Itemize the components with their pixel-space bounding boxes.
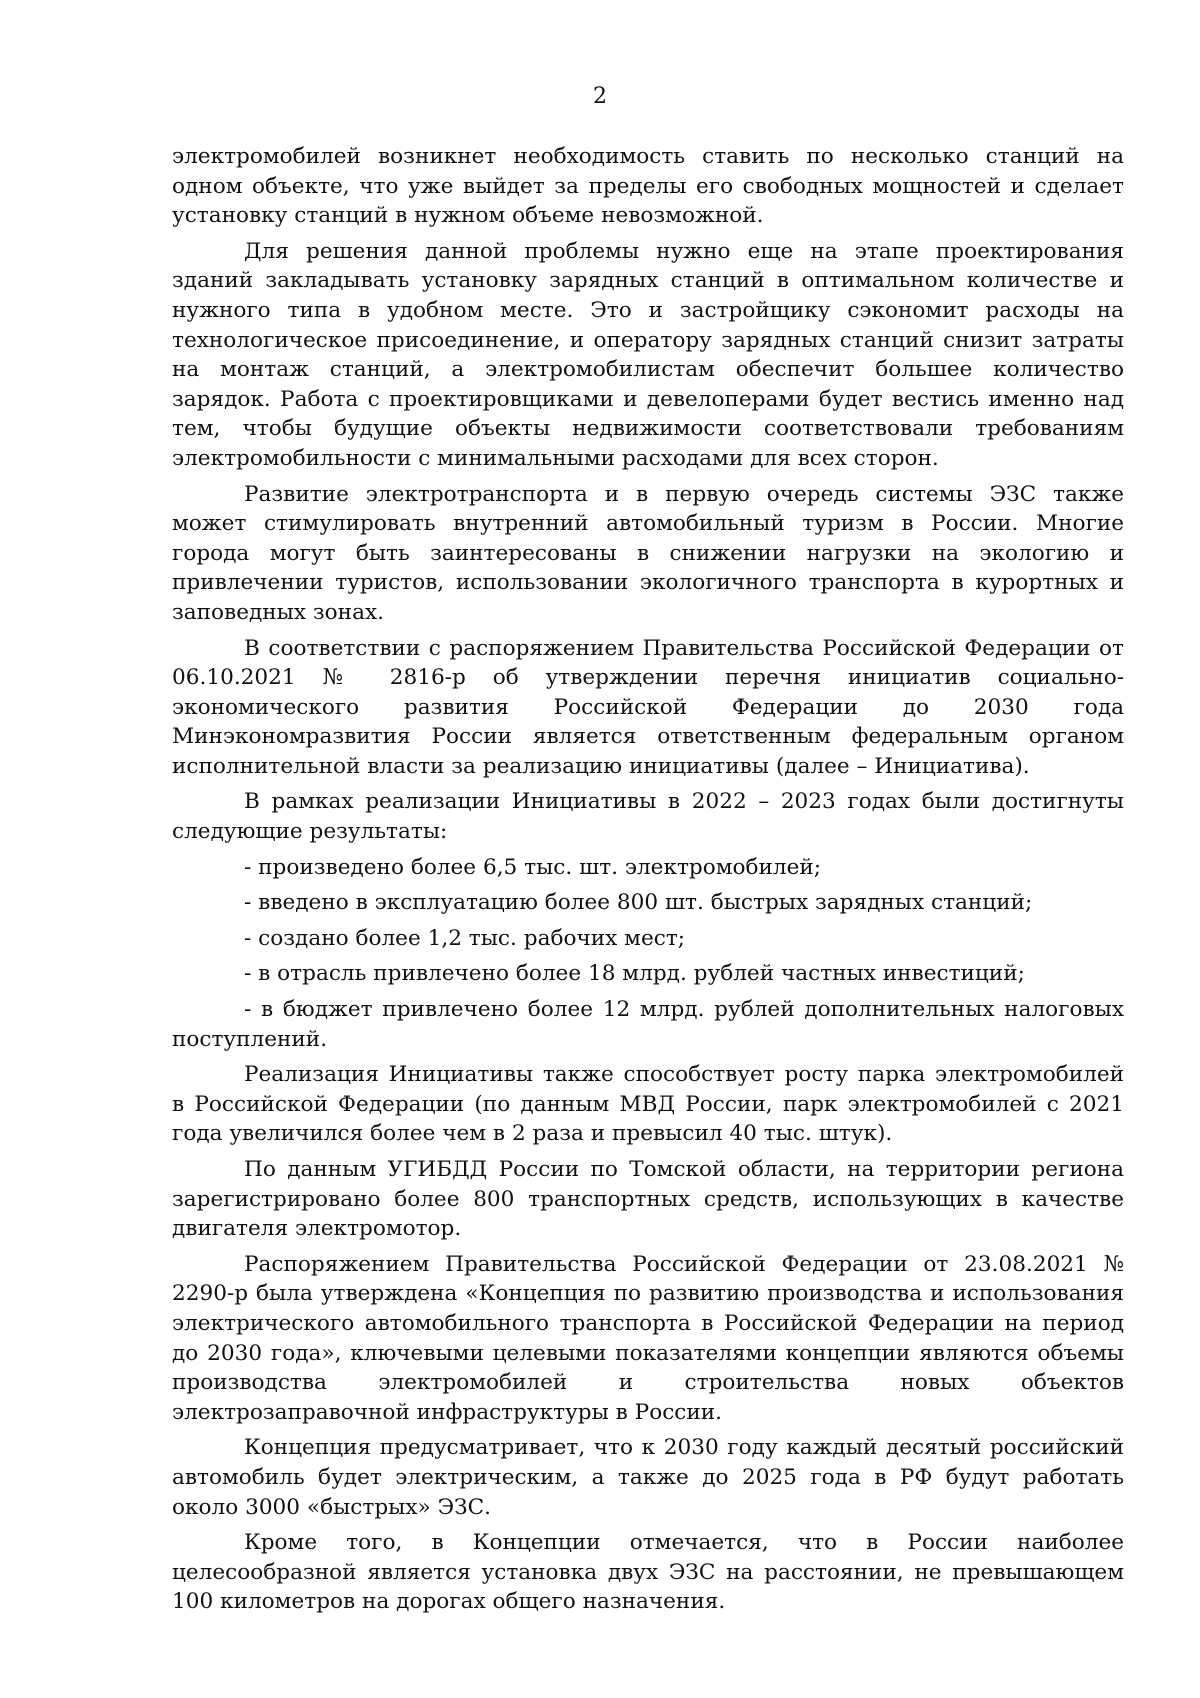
paragraph-continuation: электромобилей возникнет необходимость ставить по несколько станций на одном объекте, что уже выйдет за пределы его свободных мощностей и сделает установку станций в нужном объеме невозможной. [172,144,1124,229]
list-item: - введено в эксплуатацию более 800 шт. быстрых зарядных станций; [244,890,1033,916]
paragraph-tourism: Развитие электротранспорта и в первую очередь системы ЭЗС также может стимулировать внутренний автомобильный туризм в России. Многие города могут быть заинтересованы в снижении нагрузки на экологию и привлечении туристов, использовании экологичного транспорта в курортных и заповедных зонах. [172,481,1124,625]
paragraph-concept-order: Распоряжением Правительства Российской Федерации от 23.08.2021 № 2290-р была утверждена «Концепция по развитию производства и использования электрического автомобильного транспорта в Российской Федерации на период до 2030 года», ключевыми целевыми показателями концепции являются объемы производства электромобилей и строительства новых объектов электрозаправочной инфраструктуры в России. [172,1251,1124,1425]
paragraph-concept-targets: Концепция предусматривает, что к 2030 году каждый десятый российский автомобиль будет электрическим, а также до 2025 года в РФ будут работать около 3000 «быстрых» ЭЗС. [172,1435,1124,1520]
paragraph-design-stage: Для решения данной проблемы нужно еще на этапе проектирования зданий закладывать установку зарядных станций в оптимальном количестве и нужного типа в удобном месте. Это и застройщику сэкономит расходы на технологическое присоединение, и оператору зарядных станций снизит затраты на монтаж станций, а электромобилистам обеспечит большее количество зарядок. Работа с проектировщиками и девелоперами будет вестись именно над тем, чтобы будущие объекты недвижимости соответствовали требованиям электромобильности с минимальными расходами для всех сторон. [172,238,1124,471]
list-item: - произведено более 6,5 тыс. шт. электромобилей; [244,854,822,880]
paragraph-station-spacing: Кроме того, в Концепции отмечается, что в России наиболее целесообразной является установка двух ЭЗС на расстоянии, не превышающем 100 километров на дорогах общего назначения. [172,1530,1124,1615]
list-item: - в бюджет привлечено более 12 млрд. рублей дополнительных налоговых поступлений. [172,997,1124,1052]
list-item: - в отрасль привлечено более 18 млрд. рублей частных инвестиций; [244,961,1025,987]
paragraph-results-intro: В рамках реализации Инициативы в 2022 – 2023 годах были достигнуты следующие результаты: [172,789,1124,845]
paragraph-government-order: В соответствии с распоряжением Правительства Российской Федерации от 06.10.2021 № 2816-р об утверждении перечня инициатив социально-экономического развития Российской Федерации до 2030 года Минэкономразвития России является ответственным федеральным органом исполнительной власти за реализацию инициативы (далее – Инициатива). [172,635,1124,779]
document-body [172,142,1124,1617]
paragraph-tomsk-data: По данным УГИБДД России по Томской области, на территории региона зарегистрировано более 800 транспортных средств, использующих в качестве двигателя электромотор. [172,1157,1124,1242]
paragraph-fleet-growth: Реализация Инициативы также способствует росту парка электромобилей в Российской Федерации (по данным МВД России, парк электромобилей с 2021 года увеличился более чем в 2 раза и превысил 40 тыс. штук). [172,1062,1124,1147]
list-item: - создано более 1,2 тыс. рабочих мест; [244,925,686,951]
page-number: 2 [593,84,607,109]
